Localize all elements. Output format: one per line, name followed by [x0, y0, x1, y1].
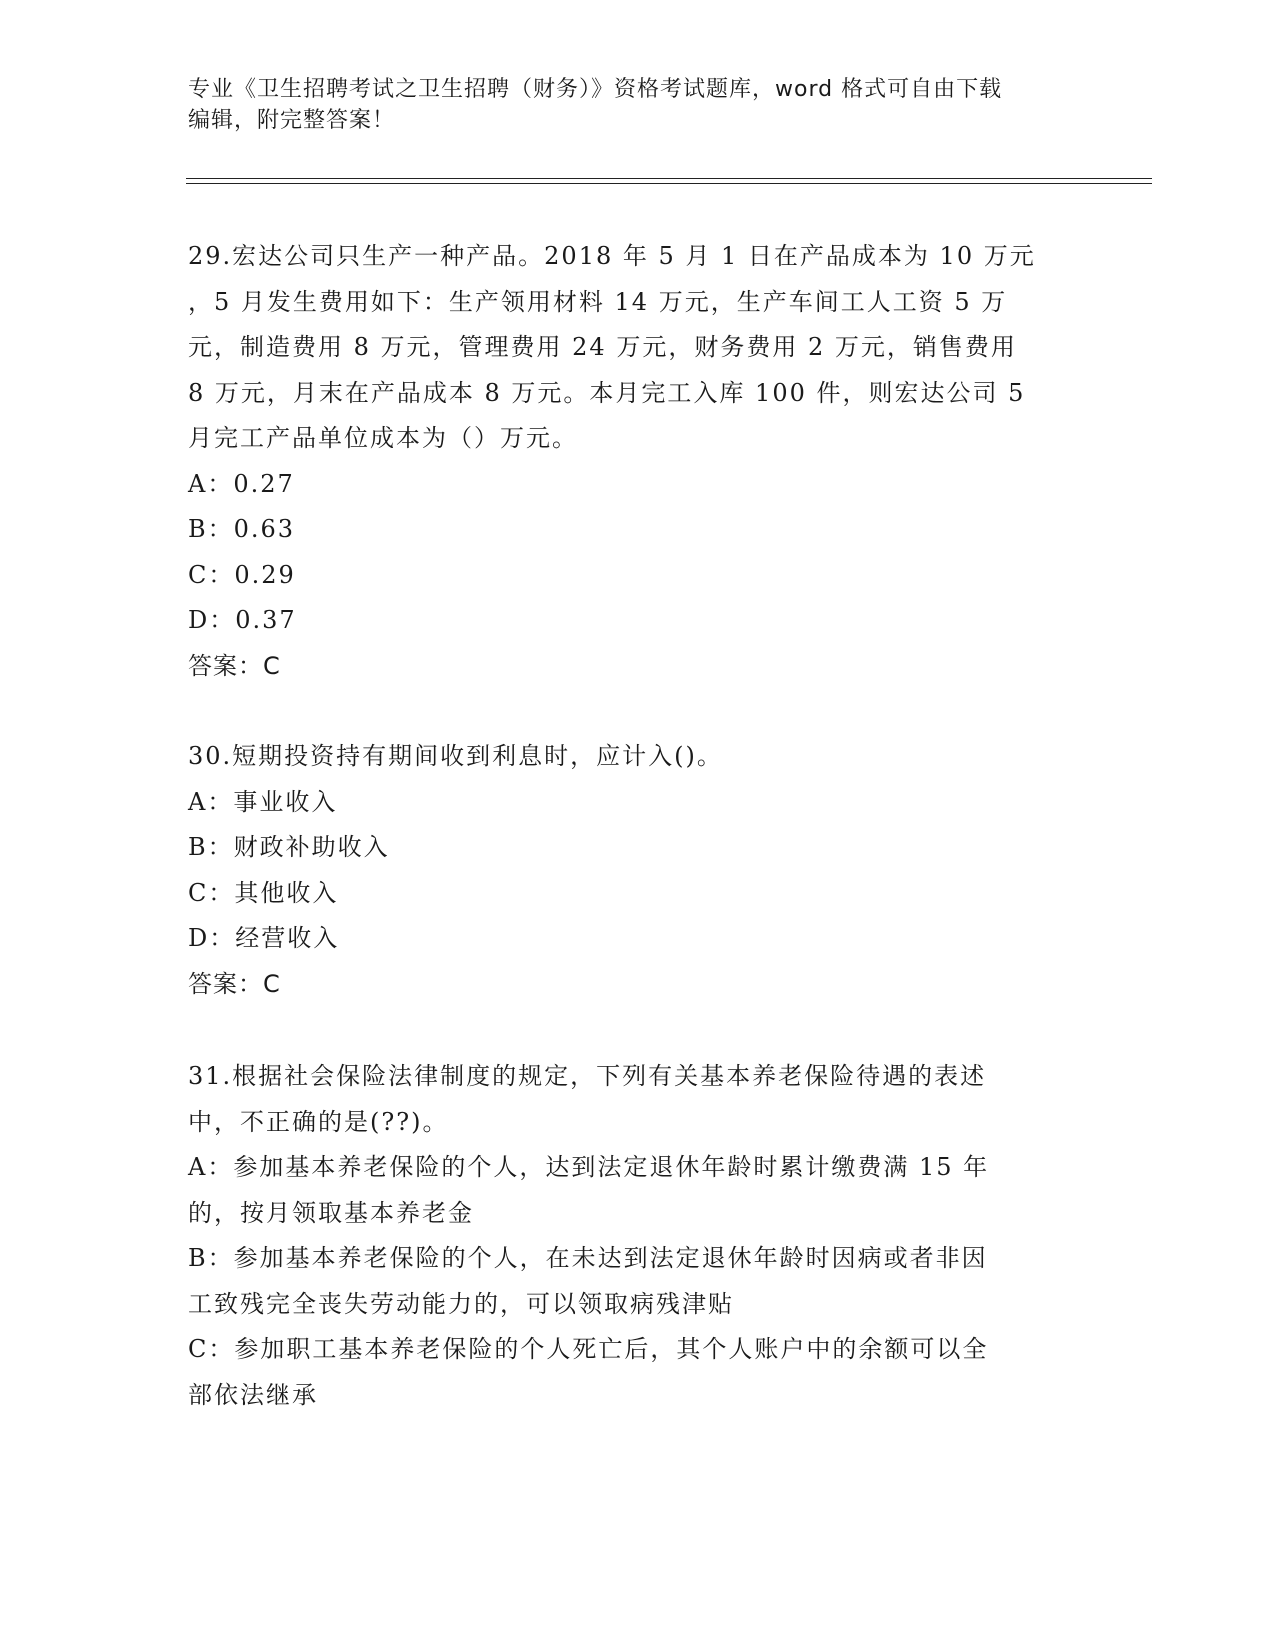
option-a: A：参加基本养老保险的个人，达到法定退休年龄时累计缴费满 15 年 — [188, 1153, 990, 1181]
question-stem-line: 中，不正确的是(??)。 — [188, 1107, 449, 1136]
question-stem-line: 月完工产品单位成本为（）万元。 — [188, 424, 578, 452]
option-c-continued: 部依法继承 — [188, 1380, 318, 1409]
page-header — [188, 74, 1068, 136]
header-divider-top — [186, 178, 1152, 179]
answer-label: 答案：C — [188, 651, 281, 680]
header-line-2: 编辑，附完整答案！ — [188, 108, 396, 133]
option-b: B：财政补助收入 — [188, 833, 390, 861]
option-d: D：经营收入 — [188, 924, 340, 952]
option-a-continued: 的，按月领取基本养老金 — [188, 1198, 474, 1227]
question-stem-line: ，5 月发生费用如下：生产领用材料 14 万元，生产车间工人工资 5 万 — [188, 287, 1008, 316]
question-stem-line: 元，制造费用 8 万元，管理费用 24 万元，财务费用 2 万元，销售费用 — [188, 333, 1017, 361]
question-stem-line: 29.宏达公司只生产一种产品。2018 年 5 月 1 日在产品成本为 10 万元 — [188, 242, 1036, 270]
option-a: A：事业收入 — [188, 787, 338, 816]
option-c: C：参加职工基本养老保险的个人死亡后，其个人账户中的余额可以全 — [188, 1335, 989, 1363]
question-31 — [188, 1054, 1078, 1418]
option-d: D：0.37 — [188, 606, 297, 634]
question-29 — [188, 234, 1078, 689]
header-divider-bottom — [186, 183, 1152, 184]
option-b: B：参加基本养老保险的个人，在未达到法定退休年龄时因病或者非因 — [188, 1244, 988, 1272]
option-c: C：其他收入 — [188, 878, 339, 907]
option-b: B：0.63 — [188, 515, 296, 543]
option-c: C：0.29 — [188, 560, 296, 589]
option-b-continued: 工致残完全丧失劳动能力的，可以领取病残津贴 — [188, 1289, 734, 1318]
option-a: A：0.27 — [188, 469, 295, 498]
question-stem-line: 31.根据社会保险法律制度的规定，下列有关基本养老保险待遇的表述 — [188, 1062, 987, 1090]
question-stem-line: 8 万元，月末在产品成本 8 万元。本月完工入库 100 件，则宏达公司 5 — [188, 378, 1026, 407]
header-line-1: 专业《卫生招聘考试之卫生招聘（财务）》资格考试题库，word 格式可自由下载 — [188, 77, 1003, 102]
question-30 — [188, 734, 1078, 1007]
question-stem-line: 30.短期投资持有期间收到利息时，应计入()。 — [188, 742, 723, 770]
answer-label: 答案：C — [188, 969, 281, 998]
